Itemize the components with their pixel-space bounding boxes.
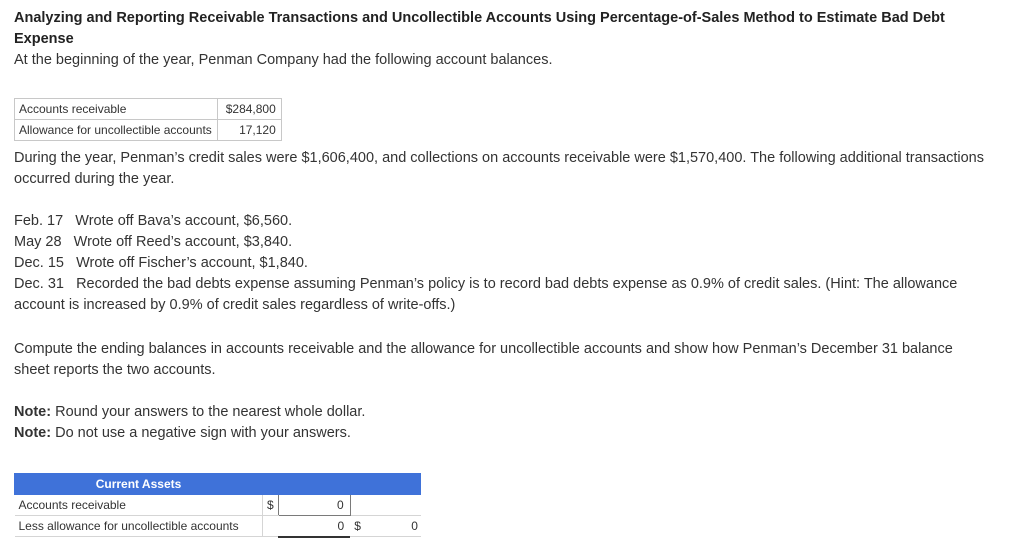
balance-label: Allowance for uncollectible accounts <box>15 120 218 141</box>
transaction-item <box>14 232 1004 253</box>
transaction-date: Dec. 15 <box>14 255 64 271</box>
compute-line-1: Compute the ending balances in accounts receivable and the allowance for uncollectible accounts and show how Penman’s December 31 balance <box>14 341 953 357</box>
table-row <box>15 516 421 537</box>
compute-instructions <box>14 339 1004 381</box>
currency-symbol <box>350 495 365 516</box>
transaction-text: Wrote off Fischer’s account, $1,840. <box>76 255 308 271</box>
header-blank <box>278 474 350 495</box>
compute-line-2: sheet reports the two accounts. <box>14 362 216 378</box>
current-assets-header: Current Assets <box>15 474 263 495</box>
table-header-row <box>15 474 421 495</box>
currency-symbol <box>263 516 279 537</box>
accounts-receivable-input[interactable]: 0 <box>278 495 350 516</box>
current-assets-table <box>14 473 421 538</box>
during-year-text <box>14 148 1022 190</box>
transaction-text: Wrote off Reed’s account, $3,840. <box>73 234 293 250</box>
note-text: Round your answers to the nearest whole dollar. <box>51 404 366 420</box>
net-receivable-input[interactable]: 0 <box>365 516 421 537</box>
title-line-2: Expense <box>14 31 74 47</box>
transaction-continuation: account is increased by 0.9% of credit sales regardless of write-offs.) <box>14 297 456 313</box>
table-row <box>15 120 282 141</box>
problem-title <box>14 8 994 50</box>
header-blank <box>365 474 421 495</box>
title-line-1: Analyzing and Reporting Receivable Transactions and Uncollectible Accounts Using Percentage-of-Sales Method to Estimate Bad Debt <box>14 10 945 26</box>
transaction-text: Recorded the bad debts expense assuming Penman’s policy is to record bad debts expense as 0.9% of credit sales. (Hint: The allowance <box>76 276 958 292</box>
transaction-item <box>14 274 1004 295</box>
transaction-text: Wrote off Bava’s account, $6,560. <box>75 213 293 229</box>
opening-balances-table <box>14 98 282 141</box>
header-blank <box>263 474 279 495</box>
note-negative-sign <box>14 423 365 444</box>
note-rounding <box>14 402 365 423</box>
note-label: Note: <box>14 404 52 420</box>
row-label: Less allowance for uncollectible accounts <box>15 516 263 537</box>
balance-label: Accounts receivable <box>15 99 218 120</box>
notes <box>14 402 365 444</box>
table-row <box>15 99 282 120</box>
during-line-2: occurred during the year. <box>14 171 175 187</box>
during-line-1: During the year, Penman’s credit sales were $1,606,400, and collections on accounts receivable were $1,570,400. The following additional transactions <box>14 150 984 166</box>
header-blank <box>350 474 365 495</box>
allowance-input[interactable]: 0 <box>278 516 350 537</box>
transaction-item <box>14 211 1004 232</box>
currency-symbol: $ <box>263 495 279 516</box>
transaction-date: May 28 <box>14 234 62 250</box>
table-row <box>15 495 421 516</box>
note-text: Do not use a negative sign with your answers. <box>51 425 351 441</box>
transaction-date: Feb. 17 <box>14 213 64 229</box>
transaction-item <box>14 253 1004 274</box>
transactions-list <box>14 211 1004 316</box>
note-label: Note: <box>14 425 52 441</box>
intro-text: At the beginning of the year, Penman Company had the following account balances. <box>14 52 553 68</box>
balance-value: $284,800 <box>217 99 281 120</box>
row-label: Accounts receivable <box>15 495 263 516</box>
currency-symbol: $ <box>350 516 365 537</box>
balance-value: 17,120 <box>217 120 281 141</box>
transaction-date: Dec. 31 <box>14 276 64 292</box>
blank-cell <box>365 495 421 516</box>
